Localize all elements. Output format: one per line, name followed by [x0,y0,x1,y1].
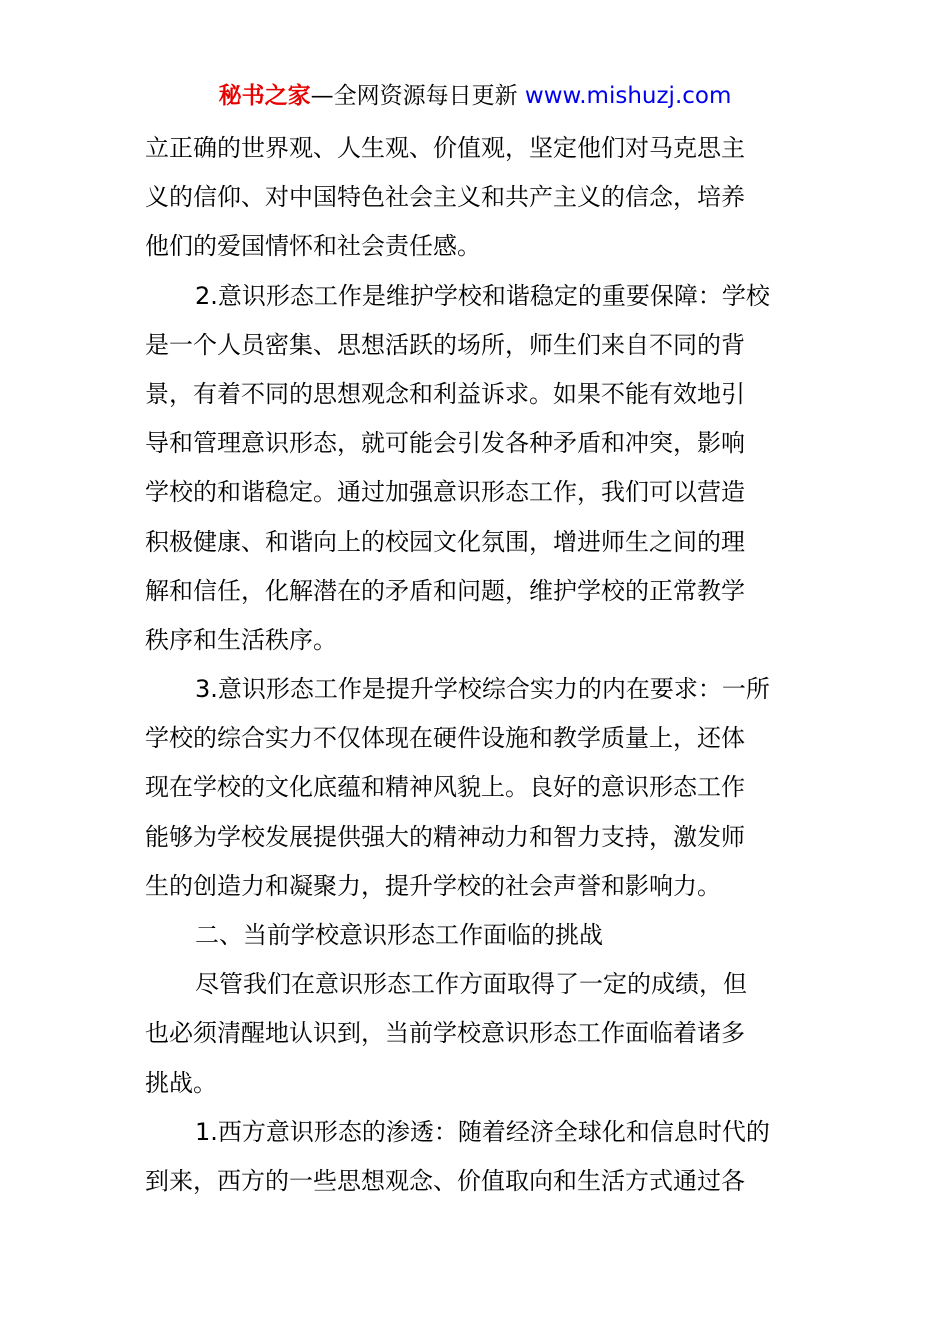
paragraph-start-line: 3.意识形态工作是提升学校综合实力的内在要求：一所 [195,675,770,704]
text-line: 到来，西方的一些思想观念、价值取向和生活方式通过各 [145,1166,745,1195]
text-line: 积极健康、和谐向上的校园文化氛围，增进师生之间的理 [145,527,745,556]
text-line: 导和管理意识形态，就可能会引发各种矛盾和冲突，影响 [145,429,745,458]
site-url-link[interactable]: www.mishuzj.com [524,83,732,109]
document-body [145,124,810,1206]
site-tagline: —全网资源每日更新 [310,83,518,109]
text-line: 学校的和谐稳定。通过加强意识形态工作，我们可以营造 [145,478,745,507]
site-header [0,78,950,114]
paragraph-start-line: 1.西方意识形态的渗透：随着经济全球化和信息时代的 [195,1117,770,1146]
text-line: 生的创造力和凝聚力，提升学校的社会声誉和影响力。 [145,871,721,900]
section-heading: 二、当前学校意识形态工作面临的挑战 [195,921,603,949]
text-line: 立正确的世界观、人生观、价值观，坚定他们对马克思主 [145,134,745,162]
text-line: 学校的综合实力不仅体现在硬件设施和教学质量上，还体 [145,724,745,753]
text-line: 景，有着不同的思想观念和利益诉求。如果不能有效地引 [145,379,745,408]
text-line: 也必须清醒地认识到，当前学校意识形态工作面临着诸多 [145,1019,745,1048]
paragraph-start-line: 2.意识形态工作是维护学校和谐稳定的重要保障：学校 [195,281,770,310]
text-line: 秩序和生活秩序。 [145,625,337,654]
text-line: 解和信任，化解潜在的矛盾和问题，维护学校的正常教学 [145,576,745,605]
text-line: 是一个人员密集、思想活跃的场所，师生们来自不同的背 [145,330,745,359]
text-line: 挑战。 [145,1068,217,1097]
text-line: 能够为学校发展提供强大的精神动力和智力支持，激发师 [145,822,745,851]
text-line: 他们的爱国情怀和社会责任感。 [145,232,481,261]
text-line: 现在学校的文化底蕴和精神风貌上。良好的意识形态工作 [145,773,745,802]
site-brand: 秘书之家 [218,83,311,109]
text-line: 义的信仰、对中国特色社会主义和共产主义的信念，培养 [145,183,745,212]
paragraph-start-line: 尽管我们在意识形态工作方面取得了一定的成绩，但 [195,970,747,999]
